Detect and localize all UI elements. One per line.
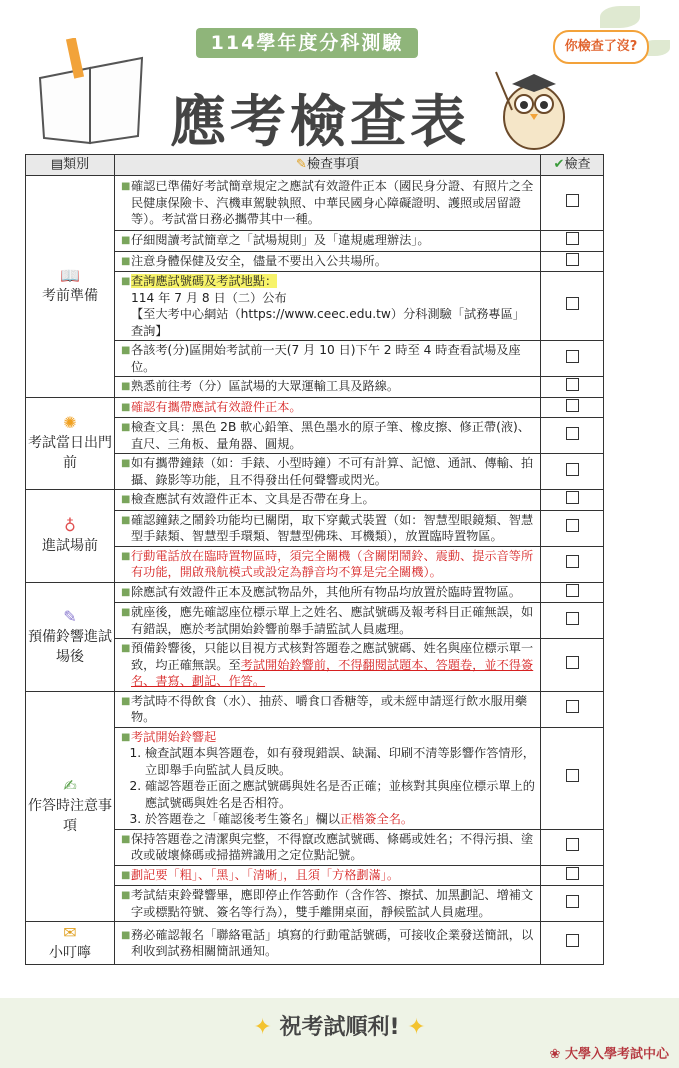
checkbox-cell <box>541 397 604 418</box>
check-item: ■ 各該考(分)區開始考試前一天(7 月 10 日)下午 2 時至 4 時查看試場及座位。 <box>115 341 541 377</box>
checkbox[interactable] <box>566 253 579 266</box>
checkbox-cell <box>541 603 604 639</box>
bullet-icon: ■ <box>121 381 131 392</box>
bullet-icon: ■ <box>121 643 131 654</box>
checkbox[interactable] <box>566 867 579 880</box>
checkbox[interactable] <box>566 350 579 363</box>
checkbox-cell <box>541 582 604 603</box>
check-item: ■ 檢查應試有效證件正本、文具是否帶在身上。 <box>115 490 541 511</box>
pin-icon: ✎ <box>63 606 77 626</box>
category-cell: ✍ 作答時注意事項 <box>26 691 115 922</box>
pencil-icon: ✎ <box>296 156 307 172</box>
bullet-icon: ■ <box>121 929 131 941</box>
bullet-icon: ■ <box>121 345 131 356</box>
bullet-icon: ■ <box>121 550 131 562</box>
bullet-icon: ■ <box>121 586 131 598</box>
check-header: ✔檢查 <box>541 155 604 176</box>
bullet-icon: ■ <box>121 458 131 469</box>
check-item: ■ 仔細閱讀考試簡章之「試場規則」及「違規處理辦法」。 <box>115 231 541 252</box>
checkbox[interactable] <box>566 427 579 440</box>
list-icon: ▤ <box>50 156 64 172</box>
bullet-icon: ■ <box>121 607 131 618</box>
numbered-list: 1. 檢查試題本與答題卷，如有發現錯誤、缺漏、印刷不清等影響作答情形，立即舉手向監試人員反映。 2. 確認答題卷正面之應試號碼與姓名是否正確；並核對其與座位標示單上的應試號碼與姓名是否相符。 3. 於答題卷之「確認後考生簽名」欄以正楷簽全名。 <box>131 745 536 828</box>
checkbox-cell <box>541 341 604 377</box>
bullet-icon: ■ <box>121 235 131 246</box>
checkbox-cell <box>541 377 604 398</box>
check-item: ■ 熟悉前往考（分）區試場的大眾運輸工具及路線。 <box>115 377 541 398</box>
checkbox-cell <box>541 418 604 454</box>
check-item: ■ 確認已準備好考試簡章規定之應試有效證件正本（國民身分證、有照片之全民健康保險卡、汽機車駕駛執照、中華民國身心障礙證明、護照或居留證等）。考試當日務必攜帶其中一種。 <box>115 176 541 231</box>
checkbox-cell <box>541 886 604 922</box>
check-item: ■ 確認鐘錶之鬧鈴功能均已關閉，取下穿戴式裝置（如：智慧型眼鏡類、智慧型手錶類、智慧型手環類、智慧型佛珠、耳機類），放置臨時置物區。 <box>115 510 541 546</box>
speech-bubble: 你檢查了沒? <box>553 30 649 64</box>
check-item: ■ 劃記要「粗」、「黑」、「清晰」，且須「方格劃滿」。 <box>115 865 541 886</box>
checkbox[interactable] <box>566 232 579 245</box>
checkbox-cell <box>541 727 604 829</box>
check-item: ■ 注意身體保健及安全，儘量不要出入公共場所。 <box>115 251 541 272</box>
table-row <box>26 490 604 511</box>
checkbox-cell <box>541 546 604 582</box>
checkbox[interactable] <box>566 584 579 597</box>
checkbox[interactable] <box>566 399 579 412</box>
check-item: ■ 考試開始鈴響起 1. 檢查試題本與答題卷，如有發現錯誤、缺漏、印刷不清等影響作答情形，立即舉手向監試人員反映。 2. 確認答題卷正面之應試號碼與姓名是否正確；並核對其與座位標示單上的應試號碼與姓名是否相符。 3. 於答題卷之「確認後考生簽名」欄以正楷簽全名。 <box>115 727 541 829</box>
bullet-icon: ■ <box>121 494 131 505</box>
checkbox[interactable] <box>566 491 579 504</box>
checkbox-cell <box>541 829 604 865</box>
checkbox[interactable] <box>566 895 579 908</box>
bullet-icon: ■ <box>121 833 131 845</box>
category-header: ▤類別 <box>26 155 115 176</box>
check-item: ■ 如有攜帶鐘錶（如：手錶、小型時鐘）不可有計算、記憶、通訊、傳輸、拍攝、錄影等功能，且不得發出任何聲響或閃光。 <box>115 454 541 490</box>
sparkle-icon: ✦ <box>253 1015 272 1040</box>
bullet-icon: ■ <box>121 731 131 743</box>
book-icon: 📖 <box>60 266 80 286</box>
bullet-icon: ■ <box>121 255 131 267</box>
category-cell: 📖 考前準備 <box>26 176 115 398</box>
check-item: ■ 查詢應試號碼及考試地點： 114 年 7 月 8 日（二）公布 【至大考中心網站（https://www.ceec.edu.tw）分科測驗「試務專區」查詢】 <box>115 272 541 341</box>
organization-logo: ❀ 大學入學考試中心 <box>549 1047 669 1062</box>
checkbox[interactable] <box>566 194 579 207</box>
table-row <box>26 922 604 965</box>
check-item: ■ 確認有攜帶應試有效證件正本。 <box>115 397 541 418</box>
bulb-icon: ♁ <box>64 515 76 535</box>
org-seal-icon: ❀ <box>549 1047 561 1062</box>
checkbox[interactable] <box>566 934 579 947</box>
check-item: ■ 保持答題卷之清潔與完整，不得竄改應試號碼、條碼或姓名；不得污損、塗改或破壞條碼或掃描辨識用之定位點記號。 <box>115 829 541 865</box>
category-cell: ✉ 小叮嚀 <box>26 922 115 965</box>
checkbox-cell <box>541 490 604 511</box>
sparkle-icon: ✦ <box>407 1015 426 1040</box>
bullet-icon: ■ <box>121 869 131 881</box>
checkbox[interactable] <box>566 519 579 532</box>
sun-icon: ✺ <box>63 413 77 433</box>
bullet-icon: ■ <box>121 276 131 287</box>
bullet-icon: ■ <box>121 422 131 433</box>
checklist-table <box>25 154 604 965</box>
checkbox[interactable] <box>566 612 579 625</box>
checkbox-cell <box>541 272 604 341</box>
checkbox[interactable] <box>566 378 579 391</box>
checkbox-cell <box>541 510 604 546</box>
category-cell: ♁ 進試場前 <box>26 490 115 583</box>
category-cell: ✺ 考試當日出門前 <box>26 397 115 490</box>
checkbox[interactable] <box>566 700 579 713</box>
check-item: ■ 行動電話放在臨時置物區時，須完全關機（含關閉鬧鈴、震動、提示音等所有功能，開啟飛航模式或設定為靜音均不算是完全關機）。 <box>115 546 541 582</box>
check-icon: ✔ <box>553 156 565 172</box>
check-item: ■ 務必確認報名「聯絡電話」填寫的行動電話號碼，可接收企業發送簡訊，以利收到試務相關簡訊通知。 <box>115 922 541 965</box>
bullet-icon: ■ <box>121 695 131 707</box>
mail-icon: ✉ <box>63 923 77 942</box>
table-row <box>26 582 604 603</box>
checkbox-cell <box>541 176 604 231</box>
checkbox-cell <box>541 454 604 490</box>
bullet-icon: ■ <box>121 181 131 193</box>
checkbox-cell <box>541 691 604 727</box>
page-title: 應考檢查表 <box>170 89 470 155</box>
checkbox[interactable] <box>566 463 579 476</box>
checkbox-cell <box>541 922 604 965</box>
leaf-decoration <box>600 6 640 28</box>
check-item: ■ 預備鈴響後，只能以目視方式核對答題卷之應試號碼、姓名與座位標示單一致，均正確無誤。至考試開始鈴響前，不得翻閱試題本、答題卷，並不得簽名、書寫、劃記、作答。 <box>115 639 541 692</box>
category-cell: ✎ 預備鈴響進試場後 <box>26 582 115 691</box>
checkbox[interactable] <box>566 297 579 310</box>
bullet-icon: ■ <box>121 401 131 413</box>
checkbox[interactable] <box>566 555 579 568</box>
table-row <box>26 397 604 418</box>
checkbox-cell <box>541 639 604 692</box>
checkbox-cell <box>541 251 604 272</box>
checkbox[interactable] <box>566 769 579 782</box>
bullet-icon: ■ <box>121 514 131 526</box>
open-book-icon <box>30 38 150 148</box>
exam-year-banner: 114學年度分科測驗 <box>196 28 418 58</box>
check-item: ■ 考試時不得飲食（水）、抽菸、嚼食口香糖等，或未經申請逕行飲水服用藥物。 <box>115 691 541 727</box>
check-item: ■ 就座後，應先確認座位標示單上之姓名、應試號碼及報考科目正確無誤，如有錯誤，應於考試開始鈴響前舉手請監試人員處理。 <box>115 603 541 639</box>
checkbox-cell <box>541 231 604 252</box>
checkbox[interactable] <box>566 838 579 851</box>
checkbox-cell <box>541 865 604 886</box>
table-row <box>26 176 604 231</box>
check-item: ■ 考試結束鈴聲響畢，應即停止作答動作（含作答、擦拭、加黑劃記、增補文字或標點符號、簽名等行為），雙手離開桌面，靜候監試人員處理。 <box>115 886 541 922</box>
check-item: ■ 除應試有效證件正本及應試物品外，其他所有物品均放置於臨時置物區。 <box>115 582 541 603</box>
bullet-icon: ■ <box>121 890 131 901</box>
check-item: ■ 檢查文具：黑色 2B 軟心鉛筆、黑色墨水的原子筆、橡皮擦、修正帶(液)、直尺、三角板、量角器、圓規。 <box>115 418 541 454</box>
note-icon: ✍ <box>63 776 77 796</box>
owl-mascot-icon <box>492 62 572 152</box>
table-header-row <box>26 155 604 176</box>
footer-slogan: ✦ 祝考試順利! ✦ <box>253 1015 426 1040</box>
checkbox[interactable] <box>566 656 579 669</box>
item-header: ✎檢查事項 <box>115 155 541 176</box>
table-row <box>26 691 604 727</box>
